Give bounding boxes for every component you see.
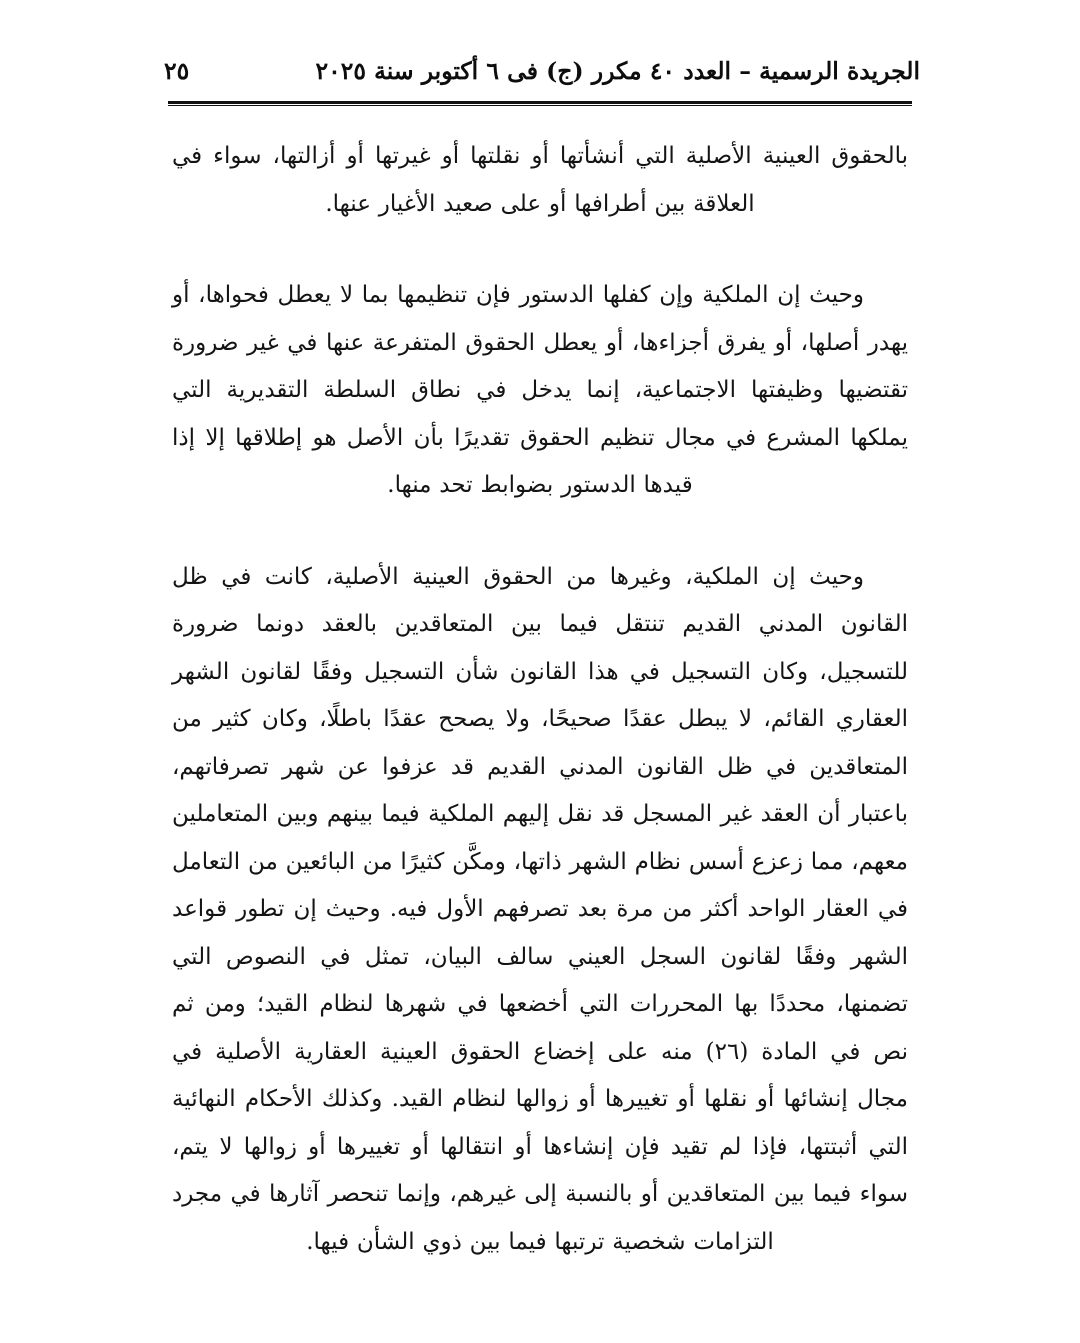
page-body-text (172, 133, 908, 1266)
paragraph-2: وحيث إن الملكية وإن كفلها الدستور فإن تنظيمها بما لا يعطل فحواها، أو يهدر أصلها، أو يفرق أجزاءها، أو يعطل الحقوق المتفرعة عنها في غير ضرورة تقتضيها وظيفتها الاجتماعية، إنما يدخل في نطاق السلطة التقديرية التي يملكها المشرع في مجال تنظيم الحقوق تقديرًا بأن الأصل هو إطلاقها إلا إذا قيدها الدستور بضوابط تحد منها. (172, 282, 908, 498)
paragraph-3: وحيث إن الملكية، وغيرها من الحقوق العينية الأصلية، كانت في ظل القانون المدني القديم تنتقل فيما بين المتعاقدين بالعقد دونما ضرورة للتسجيل، وكان التسجيل في هذا القانون شأن التسجيل وفقًا لقانون الشهر العقاري القائم، لا يبطل عقدًا صحيحًا، ولا يصحح عقدًا باطلًا، وكان كثير من المتعاقدين في ظل القانون المدني القديم قد عزفوا عن شهر تصرفاتهم، باعتبار أن العقد غير المسجل قد نقل إليهم الملكية فيما بينهم وبين المتعاملين معهم، مما زعزع أسس نظام الشهر ذاتها، ومكَّن كثيرًا من البائعين من التعامل في العقار الواحد أكثر من مرة بعد تصرفهم الأول فيه. وحيث إن تطور قواعد الشهر وفقًا لقانون السجل العيني سالف البيان، تمثل في النصوص التي تضمنها، محددًا بها المحررات التي أخضعها في شهرها لنظام القيد؛ ومن ثم نص في المادة (٢٦) منه على إخضاع الحقوق العينية العقارية الأصلية في مجال إنشائها أو نقلها أو تغييرها أو زوالها لنظام القيد. وكذلك الأحكام النهائية التي أثبتتها، فإذا لم تقيد فإن إنشاءها أو انتقالها أو تغييرها أو زوالها لا يتم، سواء فيما بين المتعاقدين أو بالنسبة إلى غيرهم، وإنما تنحصر آثارها في مجرد التزامات شخصية ترتبها فيما بين ذوي الشأن فيها. (172, 563, 908, 1255)
rule-thin-line (168, 105, 912, 106)
page-number: ٢٥ (164, 56, 190, 85)
paragraph-1: بالحقوق العينية الأصلية التي أنشأتها أو نقلتها أو غيرتها أو أزالتها، سواء في العلاقة بين أطرافها أو على صعيد الأغيار عنها. (172, 143, 908, 217)
page-header (160, 52, 920, 90)
gazette-header-title: الجريدة الرسمية – العدد ٤٠ مكرر (ج) فى ٦ أكتوبر سنة ٢٠٢٥ (315, 56, 920, 85)
header-divider-rule (168, 101, 912, 106)
